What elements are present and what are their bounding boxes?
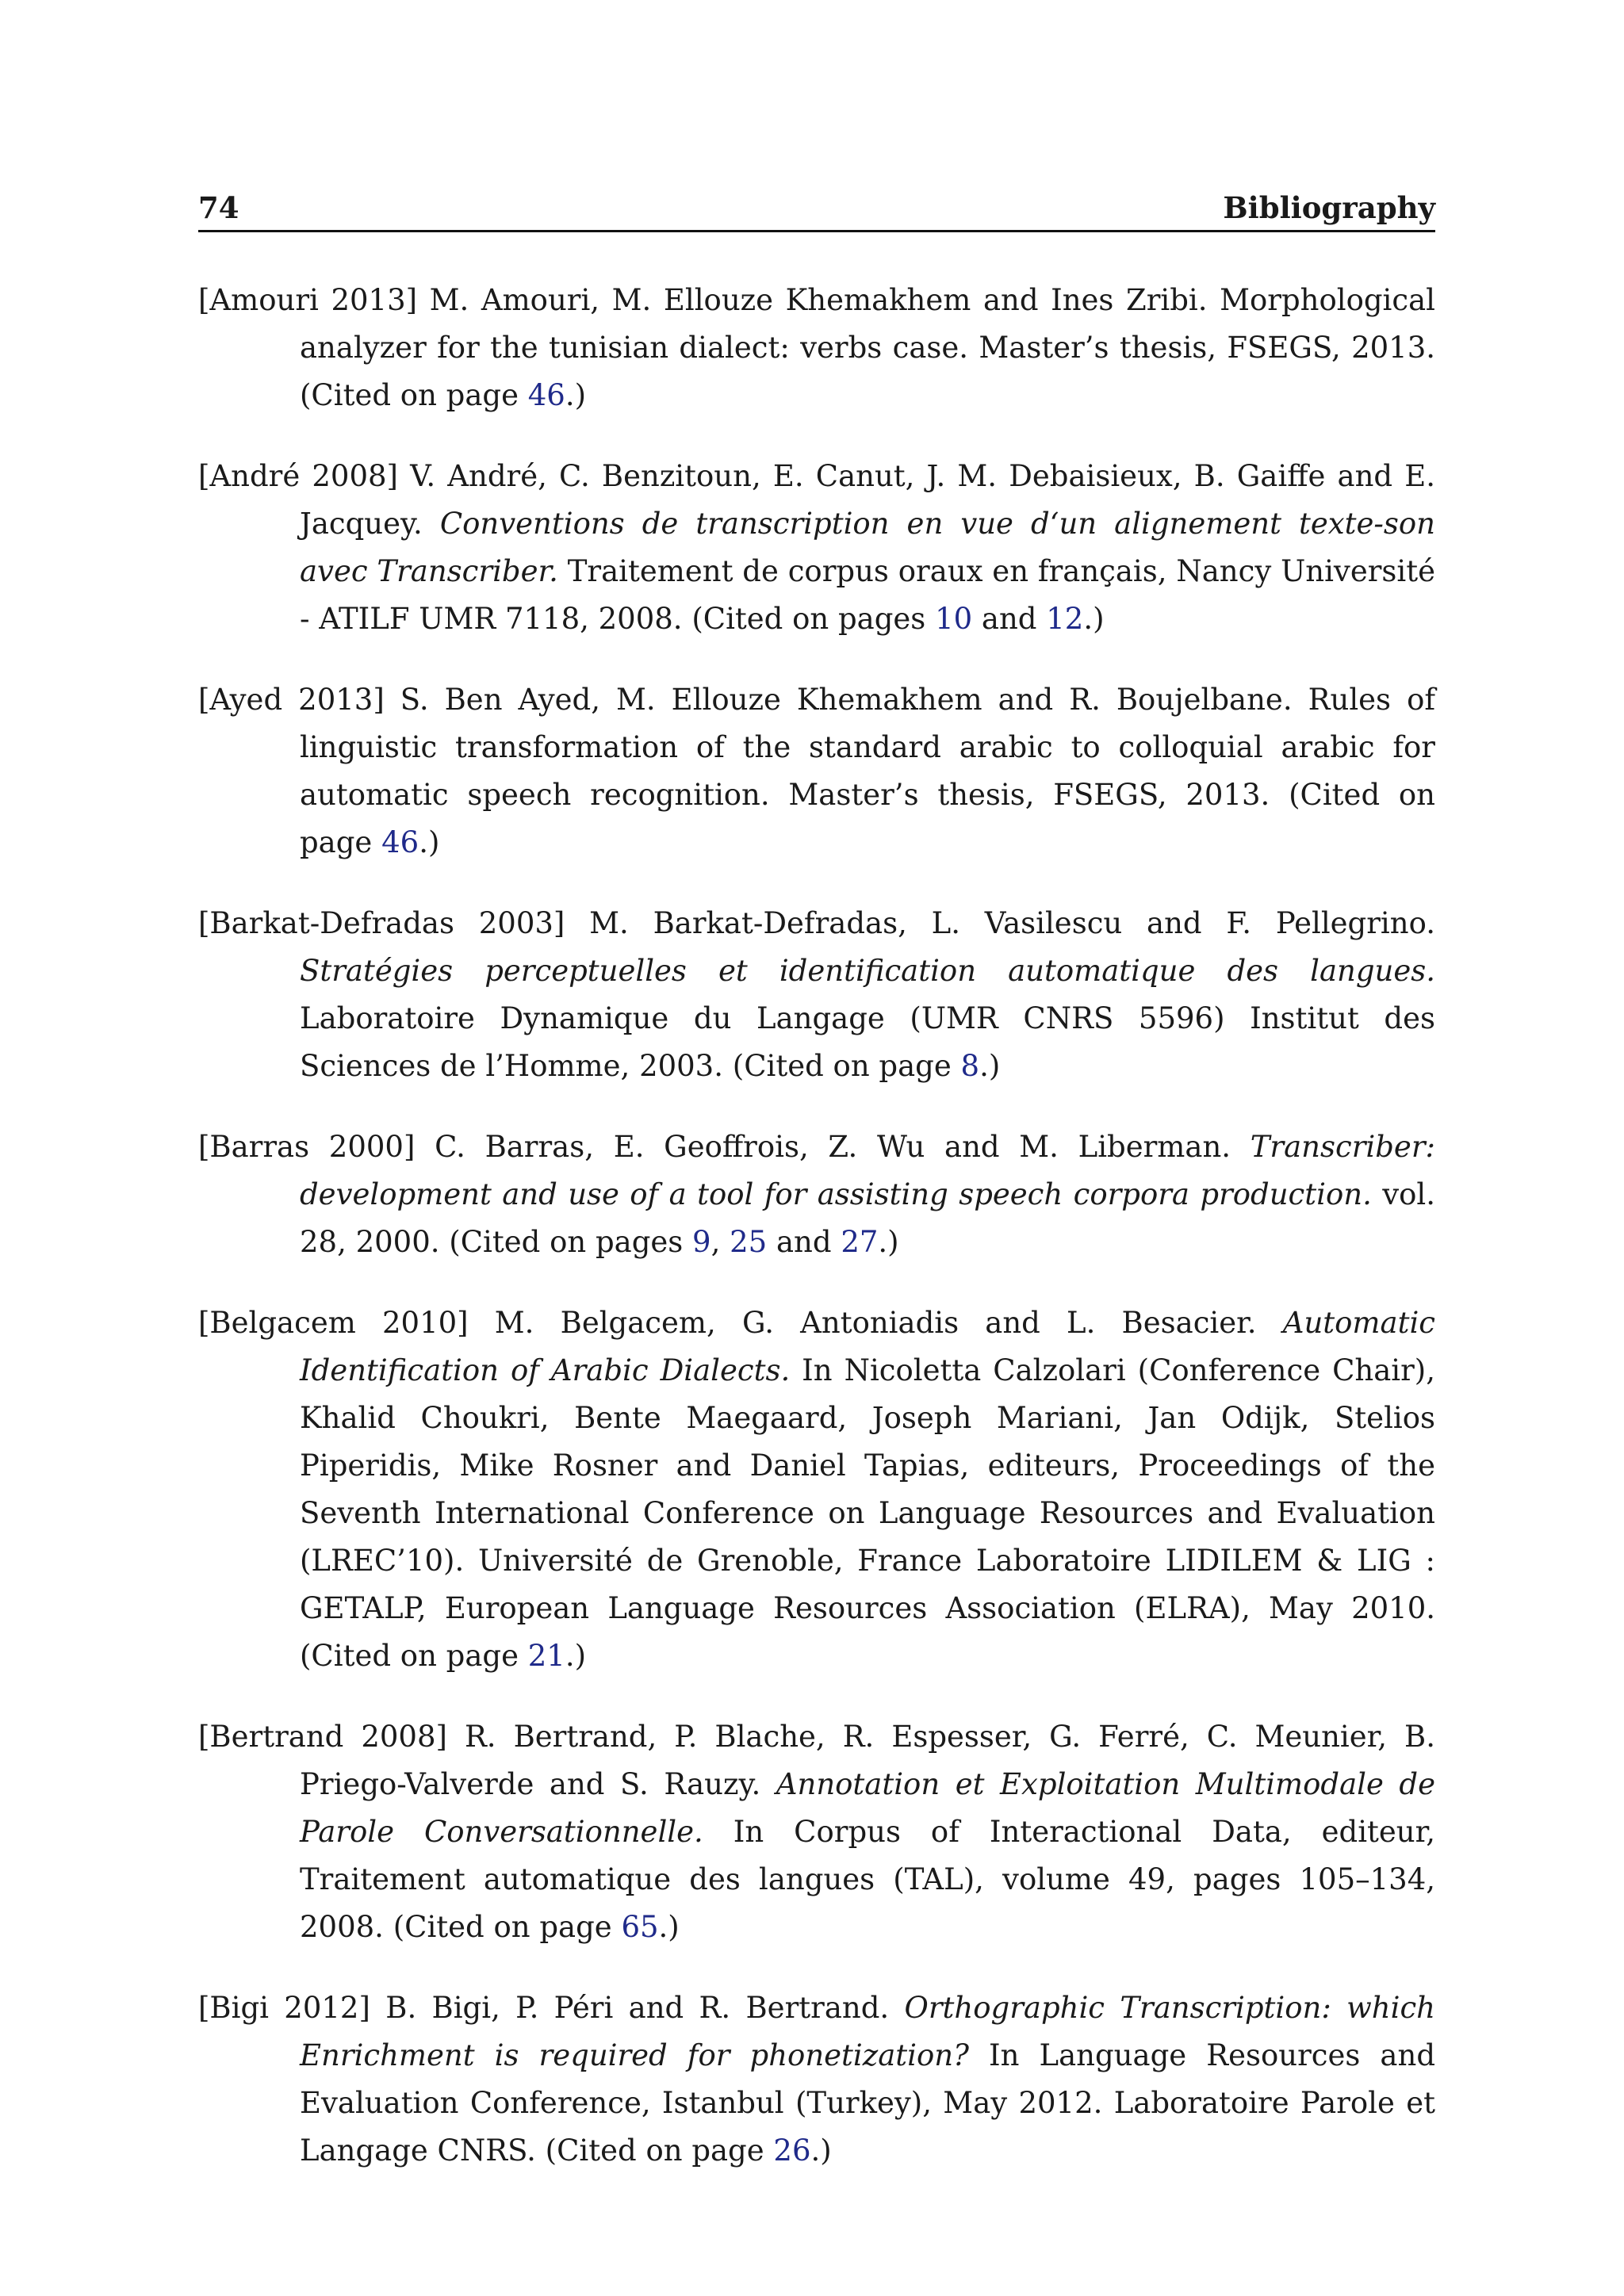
details: In Nicoletta Calzolari (Conference Chair), Khalid Choukri, Bente Maegaard, Joseph Mariani, Jan Odijk, Stelios Piperidis, Mike Rosner and Daniel Tapias, editeurs, Proceedings of the Seventh International Conference on Language Resources and Evaluation (LREC’10). Université de Grenoble, France Laboratoire LIDILEM & LIG : GETALP, European Language Resources Association (ELRA), May 2010. <box>300 1353 1435 1625</box>
page-link[interactable]: 46 <box>381 825 419 859</box>
page-link[interactable]: 46 <box>527 378 565 412</box>
details: In Corpus of Interactional Data, editeur, Traitement automatique des langues (TAL), volume 49, pages 105–134, 2008. <box>300 1815 1436 1944</box>
title: Stratégies perceptuelles et identification automatique des langues. <box>300 954 1435 988</box>
cited-note: (Cited on page 65.) <box>393 1910 680 1944</box>
details: Laboratoire Dynamique du Langage (UMR CNRS 5596) Institut des Sciences de l’Homme, 2003. <box>300 1001 1435 1083</box>
title: Rules of linguistic transformation of the standard arabic to colloquial arabic for automatic speech recognition. <box>300 683 1436 812</box>
section-title: Bibliography <box>1223 190 1435 225</box>
citation-key: [Ayed 2013] <box>198 683 385 717</box>
authors: V. André, C. Benzitoun, E. Canut, J. M. Debaisieux, B. Gaiffe and E. Jacquey. <box>300 459 1435 541</box>
bib-entry <box>198 277 1435 419</box>
cited-note: (Cited on page 46.) <box>300 778 1435 859</box>
citation-key: [Barkat-Defradas 2003] <box>198 906 565 940</box>
page <box>198 190 1435 2208</box>
authors: S. Ben Ayed, M. Ellouze Khemakhem and R. Boujelbane. <box>400 683 1293 717</box>
page-link[interactable]: 27 <box>841 1225 879 1259</box>
details: Traitement de corpus oraux en français, Nancy Université - ATILF UMR 7118, 2008. <box>300 554 1436 636</box>
authors: R. Bertrand, P. Blache, R. Espesser, G. Ferré, C. Meunier, B. Priego-Valverde and S. Rauzy. <box>300 1720 1435 1801</box>
page-link[interactable]: 25 <box>730 1225 768 1259</box>
details: Master’s thesis, FSEGS, 2013. <box>979 331 1435 365</box>
details: In Language Resources and Evaluation Conference, Istanbul (Turkey), May 2012. Laboratoire Parole et Langage CNRS. <box>300 2038 1436 2168</box>
details: Master’s thesis, FSEGS, 2013. <box>788 778 1270 812</box>
citation-key: [Amouri 2013] <box>198 283 418 317</box>
bib-entry <box>198 1713 1435 1951</box>
authors: M. Barkat-Defradas, L. Vasilescu and F. Pellegrino. <box>589 906 1435 940</box>
bib-entry <box>198 1123 1435 1266</box>
running-head <box>198 190 1435 232</box>
citation-key: [Bertrand 2008] <box>198 1720 447 1754</box>
cited-note: (Cited on pages 9, 25 and 27.) <box>449 1225 899 1259</box>
citation-key: [Bigi 2012] <box>198 1991 370 2025</box>
authors: M. Amouri, M. Ellouze Khemakhem and Ines Zribi. <box>429 283 1208 317</box>
page-link[interactable]: 8 <box>960 1049 980 1083</box>
details: vol. 28, 2000. <box>300 1177 1435 1259</box>
bib-entry <box>198 1299 1435 1680</box>
page-link[interactable]: 9 <box>692 1225 711 1259</box>
citation-key: [Belgacem 2010] <box>198 1306 469 1340</box>
page-link[interactable]: 21 <box>527 1639 565 1673</box>
bib-entry <box>198 453 1435 643</box>
page-link[interactable]: 65 <box>621 1910 659 1944</box>
page-link[interactable]: 10 <box>935 602 973 636</box>
cited-note: (Cited on page 26.) <box>545 2133 832 2168</box>
authors: C. Barras, E. Geoffrois, Z. Wu and M. Liberman. <box>435 1130 1231 1164</box>
bib-entry <box>198 1984 1435 2175</box>
cited-note: (Cited on pages 10 and 12.) <box>691 602 1105 636</box>
title: Annotation et Exploitation Multimodale de Parole Conversationnelle. <box>300 1767 1436 1849</box>
bib-entry <box>198 900 1435 1090</box>
title: Transcriber: development and use of a tool for assisting speech corpora production. <box>300 1130 1435 1211</box>
page-link[interactable]: 12 <box>1046 602 1084 636</box>
page-number: 74 <box>198 190 239 225</box>
bib-entry <box>198 676 1435 867</box>
title: Automatic Identification of Arabic Dialects. <box>300 1306 1435 1387</box>
cited-note: (Cited on page 46.) <box>300 378 587 412</box>
authors: B. Bigi, P. Péri and R. Bertrand. <box>385 1991 890 2025</box>
cited-note: (Cited on page 21.) <box>300 1639 587 1673</box>
page-link[interactable]: 26 <box>773 2133 811 2168</box>
title: Morphological analyzer for the tunisian dialect: verbs case. <box>300 283 1435 365</box>
title: Orthographic Transcription: which Enrichment is required for phonetization? <box>300 1991 1436 2072</box>
bibliography-list <box>198 277 1435 2175</box>
cited-note: (Cited on page 8.) <box>732 1049 1001 1083</box>
title: Conventions de transcription en vue d‘un alignement texte-son avec Transcriber. <box>300 507 1435 588</box>
authors: M. Belgacem, G. Antoniadis and L. Besacier. <box>494 1306 1257 1340</box>
citation-key: [André 2008] <box>198 459 398 493</box>
citation-key: [Barras 2000] <box>198 1130 416 1164</box>
